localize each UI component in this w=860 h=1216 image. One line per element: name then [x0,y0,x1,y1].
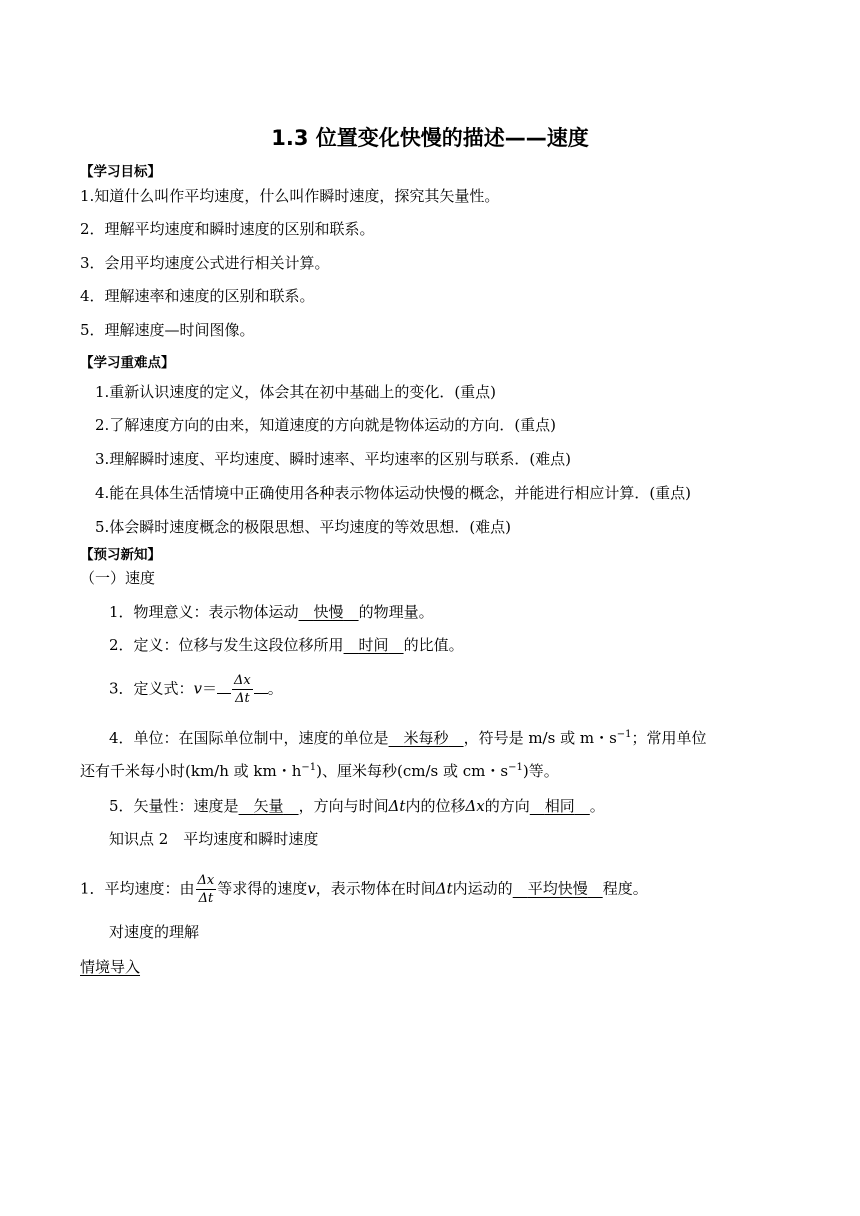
key-points-heading: 【学习重难点】 [80,355,175,371]
answer-blank: 相同 [544,797,575,815]
velocity-meaning: 1．物理意义：表示物体运动 快慢 的物理量。 [109,603,434,621]
answer-blank: 矢量 [253,797,284,815]
key-point-item: 1.重新认识速度的定义，体会其在初中基础上的变化．(重点) [95,383,497,401]
key-point-item: 2.了解速度方向的由来，知道速度的方向就是物体运动的方向．(重点) [95,416,557,434]
velocity-definition: 2．定义：位移与发生这段位移所用 时间 的比值。 [109,636,464,654]
subsection-title: （一）速度 [80,569,156,587]
velocity-formula: 3．定义式：v＝ $\frac{\Delta x}{\Delta t}$ 。 [109,673,283,706]
key-point-item: 4.能在具体生活情境中正确使用各种表示物体运动快慢的概念，并能进行相应计算．(重点) [95,484,692,502]
velocity-unit: 4．单位：在国际单位制中，速度的单位是 米每秒 ，符号是 m/s 或 m・$s^{-1}$；常用单位 [109,729,707,747]
section-understanding: 对速度的理解 [109,923,200,941]
fraction: $\frac{\Delta x}{\Delta t}$ [197,873,215,906]
goal-item: 5．理解速度—时间图像。 [80,321,255,339]
answer-blank: 时间 [358,636,389,654]
fraction: $\frac{\Delta x}{\Delta t}$ [234,673,251,706]
goal-item: 3．会用平均速度公式进行相关计算。 [80,254,330,272]
velocity-vector: 5．矢量性：速度是 矢量 ，方向与时间Δt内的位移Δx的方向 相同 。 [109,797,605,815]
goal-item: 4．理解速率和速度的区别和联系。 [80,287,315,305]
goal-item: 2．理解平均速度和瞬时速度的区别和联系。 [80,220,375,238]
average-velocity: 1．平均速度：由 $\frac{\Delta x}{\Delta t}$ 等求得的速度v，表示物体在时间Δt内运动的 平均快慢 程度。 [80,873,648,906]
answer-blank: 快慢 [313,603,344,621]
answer-blank: 平均快慢 [527,879,588,898]
goal-item: 1.知道什么叫作平均速度，什么叫作瞬时速度，探究其矢量性。 [80,187,500,205]
section-scenario: 情境导入 [80,958,141,976]
goals-heading: 【学习目标】 [80,164,161,180]
knowledge-point-title: 知识点 2 平均速度和瞬时速度 [109,830,319,848]
key-point-item: 5.体会瞬时速度概念的极限思想、平均速度的等效思想．(难点) [95,518,512,536]
answer-blank: 米每秒 [403,729,449,747]
velocity-unit-continued: 还有千米每小时(km/h 或 km・$h^{-1}$)、厘米每秒(cm/s 或 cm・$s^{-1}$)等。 [80,762,559,780]
page-title: 1.3 位置变化快慢的描述——速度 [271,126,589,150]
preview-heading: 【预习新知】 [80,547,161,563]
key-point-item: 3.理解瞬时速度、平均速度、瞬时速率、平均速率的区别与联系．(难点) [95,450,572,468]
